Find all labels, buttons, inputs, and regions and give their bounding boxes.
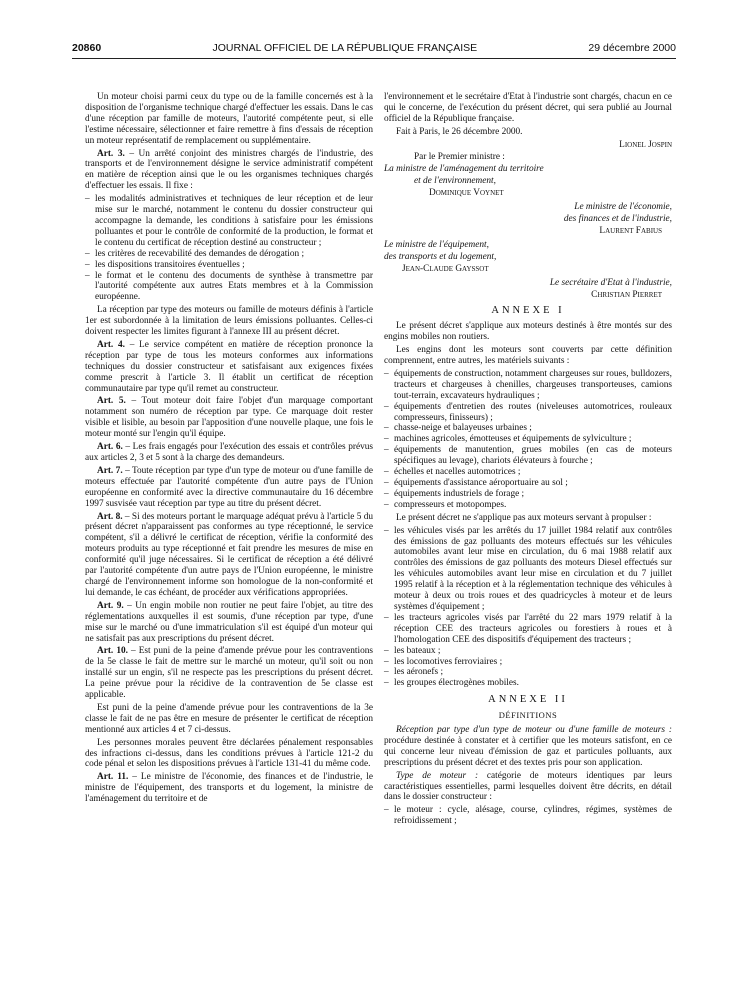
annexe-1-p2: Les engins dont les moteurs sont couverts par cette définition comprennent, entre autres, les matériels suivants :: [384, 345, 672, 367]
list-item: – compresseurs et motopompes.: [384, 500, 672, 511]
par-premier-ministre: Par le Premier ministre :: [414, 151, 505, 162]
article-9: Art. 9. – Un engin mobile non routier ne peut faire l'objet, au titre des réglementations auxquelles il est soumis, d'une réception par type, d'une mise sur le marché ou d'une immatriculation s'il est équipé d'un moteur qui ne satisfait pas aux prescriptions du présent décret.: [85, 600, 374, 644]
article-10: Art. 10. – Est puni de la peine d'amende prévue pour les contraventions de la 5e classe le fait de mettre sur le marché un moteur, qu'il soit ou non installé sur un engin, s'il ne respecte pas les prescriptions du présent décret. La peine prévue pour la récidive de la contravention de 5e classe est applicable.: [85, 646, 373, 701]
article-label: Art. 6.: [97, 442, 123, 453]
signature-prime-minister: Lionel Jospin: [619, 139, 672, 150]
list-item: – équipements d'assistance aéroportuaire au sol ;: [384, 478, 672, 489]
right-column: [384, 92, 672, 829]
article-10-p3: Les personnes morales peuvent être déclarées pénalement responsables des infractions ci-dessus, dans les conditions prévues à l'article 121-2 du code pénal et selon les dispositions prévues à l'article 131-41 du même code.: [85, 737, 373, 770]
signer-name: Jean-Claude Gayssot: [402, 263, 489, 274]
list-item: – équipements industriels de forage ;: [384, 489, 672, 500]
article-label: Art. 4.: [97, 339, 125, 350]
list-item: – équipements de construction, notamment chargeuses sur roues, bulldozers, tracteurs et chargeuses à chenilles, chargeuses transporteuses, camions tout-terrain, excavateurs hydrauliques ;: [384, 369, 672, 402]
list-item: – équipements de manutention, grues mobiles (en cas de moteurs spécifiques au levage), chariots élévateurs à fourche ;: [384, 445, 672, 467]
journal-title: JOURNAL OFFICIEL DE LA RÉPUBLIQUE FRANÇAISE: [212, 42, 478, 54]
page-header: [72, 40, 676, 56]
annexe-1-title: ANNEXE I: [491, 305, 565, 317]
article-3-after: La réception par type des moteurs ou famille de moteurs définis à l'article 1er est subordonnée à la limitation de leurs émissions polluantes. Celles-ci doivent respecter les limites figurant à l'annexe III au présent décret.: [85, 305, 373, 338]
article-label: Art. 9.: [97, 600, 124, 611]
list-item: – équipements d'entretien des routes (niveleuses automotrices, rouleaux compresseurs, finisseurs) ;: [384, 402, 672, 424]
article-label: Art. 8.: [97, 511, 123, 522]
article-label: Art. 7.: [97, 465, 123, 476]
list-item: – les tracteurs agricoles visés par l'arrêté du 22 mars 1979 relatif à la réception CEE des tracteurs agricoles ou forestiers à roues et à l'homologation CEE des dispositifs d'équipement des tracteurs ;: [384, 613, 672, 646]
annexe-2-subtitle: DÉFINITIONS: [498, 710, 558, 721]
list-item: – les groupes électrogènes mobiles.: [384, 678, 672, 689]
article-label: Art. 10.: [97, 646, 128, 657]
article-5: Art. 5. – Tout moteur doit faire l'objet d'un marquage comportant notamment son numéro de réception par type. Ce marquage doit rester visible et lisible, au besoin par l'apposition d'une nouvelle plaque, une fois le moteur monté sur l'engin qu'il équipe.: [85, 396, 373, 440]
list-item: – les aéronefs ;: [384, 667, 672, 678]
header-rule: [72, 58, 676, 59]
list-item: – les dispositions transitoires éventuelles ;: [85, 260, 373, 271]
signer-name: Dominique Voynet: [429, 188, 504, 199]
annexe-1-p1: Le présent décret s'applique aux moteurs destinés à être montés sur des engins mobiles non routiers.: [384, 321, 672, 343]
signer-name: Laurent Fabius: [599, 225, 662, 236]
article-10-p2: Est puni de la peine d'amende prévue pour les contraventions de la 3e classe le fait de ne pas être en mesure de présenter le certificat de réception mentionné aux articles 4 et 7 ci-dessus.: [85, 702, 373, 735]
definition-list: [384, 805, 672, 827]
definition-reception: Réception par type d'un type de moteur ou d'une famille de moteurs : procédure destinée à constater et à certifier que les moteurs satisfont, en ce qui concerne leur niveau d'émission de gaz et particules polluants, aux prescriptions du présent décret et des textes pris pour son application.: [384, 725, 672, 768]
list-item: – le format et le contenu des documents de synthèse à transmettre par l'autorité compétente aux autres Etats membres et à la Commission européenne.: [85, 271, 373, 304]
article-3: Art. 3. – Un arrêté conjoint des ministres chargés de l'industrie, des transports et de l'environnement désigne le service administratif compétent en matière de réception ainsi que le ou les organismes techniques chargés d'effectuer les essais. Il fixe :: [85, 148, 373, 192]
article-7: Art. 7. – Toute réception par type d'un type de moteur ou d'une famille de moteurs effectuée par l'autorité compétente d'un autre pays de l'Union européenne en conformité avec la directive communautaire du 16 décembre 1997 susvisée vaut réception par type au titre du présent décret.: [85, 465, 373, 509]
article-4: Art. 4. – Le service compétent en matière de réception prononce la réception par type de tous les moteurs conformes aux informations techniques du dossier constructeur et satisfaisant aux exigences fixées comme prescrit à l'article 3. Il établit un certificat de réception communautaire par type qu'il remet au constructeur.: [85, 339, 373, 394]
article-label: Art. 11.: [97, 772, 129, 783]
article-label: Art. 5.: [97, 396, 126, 407]
list-item: – le moteur : cycle, alésage, course, cylindres, régimes, systèmes de refroidissement ;: [384, 805, 672, 827]
list-item: – les bateaux ;: [384, 646, 672, 657]
page-number: 20860: [72, 42, 102, 54]
signature-block-equip: Le ministre de l'équipement, des transports et du logement, Jean-Claude Gayssot: [384, 240, 672, 275]
list-item: – les critères de recevabilité des demandes de dérogation ;: [85, 249, 373, 260]
definition-term: Type de moteur :: [396, 770, 479, 781]
annexe-2-title: ANNEXE II: [488, 694, 568, 706]
annexe-1-list-2: [384, 526, 672, 690]
article-8: Art. 8. – Si des moteurs portant le marquage adéquat prévu à l'article 5 du présent décret n'apparaissent pas conformes au type réceptionné, le service compétent, s'il a délivré le certificat de réception, vérifie la conformité des moteurs produits au type réceptionné et fait prendre les mesures de mise en conformité qu'il juge nécessaires. Si le certificat de réception a été délivré par l'autorité compétente d'un autre pays de l'Union européenne, le ministre chargé de l'environnement informe son homologue de la non-conformité et lui demande, le cas échéant, de procéder aux vérifications appropriées.: [85, 511, 373, 598]
definition-type-moteur: Type de moteur : catégorie de moteurs identiques par leurs caractéristiques essentielles, parmi lesquelles doivent être décrits, en détail dans le dossier constructeur :: [384, 770, 672, 803]
article-6: Art. 6. – Les frais engagés pour l'exécution des essais et contrôles prévus aux articles 2, 3 et 5 sont à la charge des demandeurs.: [85, 442, 373, 463]
list-item: – chasse-neige et balayeuses urbaines ;: [384, 423, 672, 434]
paragraph-intro: Un moteur choisi parmi ceux du type ou de la famille concernés est à la disposition de l'organisme technique chargé d'effectuer les essais. Dans le cas d'une réception par famille de moteurs, l'autorité compétente peut, si elle l'estime nécessaire, sélectionner et faire remettre à fins d'essais de réception un moteur représentatif de remplacement ou supplémentaire.: [85, 92, 373, 146]
annexe-1-list: [384, 369, 672, 511]
left-column: [85, 92, 373, 807]
definition-term: Réception par type d'un type de moteur ou d'une famille de moteurs :: [396, 725, 672, 736]
signature-block-industry: Le secrétaire d'Etat à l'industrie, Christian Pierret: [384, 278, 672, 301]
annexe-1-p3: Le présent décret ne s'applique pas aux moteurs servant à propulser :: [396, 512, 652, 523]
signer-name: Christian Pierret: [591, 289, 662, 300]
signature-block-eco: Le ministre de l'économie, des finances et de l'industrie, Laurent Fabius: [384, 202, 672, 237]
list-item: – échelles et nacelles automotrices ;: [384, 467, 672, 478]
fait-a-paris: Fait à Paris, le 26 décembre 2000.: [396, 126, 523, 137]
list-item: – les locomotives ferroviaires ;: [384, 657, 672, 668]
article-label: Art. 3.: [97, 148, 125, 159]
list-item: – les véhicules visés par les arrêtés du 17 juillet 1984 relatif aux contrôles des émissions de gaz polluants des moteurs effectués sur les véhicules automobiles avant leur mise en circulation, du 6 mai 1988 relatif aux contrôles des émissions de gaz polluants des moteurs Diesel effectués sur les véhicules automobiles avant leur mise en circulation et du 7 juillet 1995 relatif à la réception et à la réglementation technique des véhicules à moteur à deux ou trois roues et des quadricycles à moteur et de leurs systèmes d'équipement ;: [384, 526, 672, 613]
list-item: – les modalités administratives et techniques de leur réception et de leur mise sur le marché, notamment le contenu du dossier constructeur qui accompagne la demande, les conditions à satisfaire pour les émissions polluantes et pour le contrôle de conformité de la production, le format et le contenu du certificat de réception destiné au constructeur ;: [85, 194, 373, 249]
article-11: Art. 11. – Le ministre de l'économie, des finances et de l'industrie, le ministre de l'équipement, des transports et du logement, la ministre de l'aménagement du territoire et de: [85, 772, 373, 805]
issue-date: 29 décembre 2000: [588, 42, 676, 54]
list-item: – machines agricoles, émotteuses et équipements de sylviculture ;: [384, 434, 672, 445]
paragraph-continuation: l'environnement et le secrétaire d'Etat à l'industrie sont chargés, chacun en ce qui le concerne, de l'exécution du présent décret, qui sera publié au Journal officiel de la République française.: [384, 92, 672, 124]
signature-block-env: La ministre de l'aménagement du territoire et de l'environnement, Dominique Voynet: [384, 164, 672, 199]
article-3-list: [85, 194, 373, 303]
